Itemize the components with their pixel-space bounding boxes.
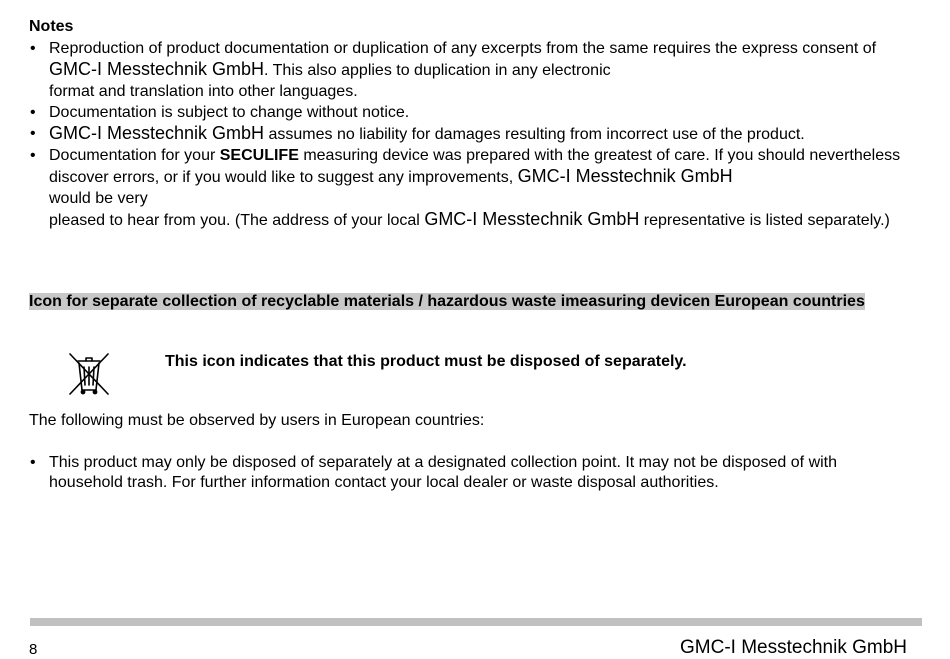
crossed-out-wheelie-bin-icon [66,350,112,398]
note-text: format and translation into other languages. [49,83,358,100]
note-text: representative is listed separately.) [639,212,890,229]
recycling-section-title [29,292,909,312]
note-text: Reproduction of product documentation or duplication of any excerpts from the same requires the express consent of [49,40,877,57]
notes-list [29,38,909,231]
note-text: would be very [49,190,148,207]
list-item [29,38,909,102]
list-item [29,123,909,145]
european-users-intro: The following must be observed by users in European countries: [29,412,485,429]
list-item: • This product may only be disposed of separately at a designated collection point. It may not be disposed of with household trash. For further information contact your local dealer or waste disposal authorities. [29,453,909,493]
company-name: GMC-I Messtechnik GmbH [49,59,265,79]
notes-heading: Notes [29,18,74,35]
note-text: assumes no liability for damages resulting from incorrect use of the product. [264,126,805,143]
page-number: 8 [29,641,38,658]
list-item [29,145,909,231]
company-name: GMC-I Messtechnik GmbH [517,166,733,186]
note-text: measuring device was prepared with the greatest of care. If you should nevertheless discover errors, or if you would like to suggest any improvements, [49,147,901,186]
recycling-title-text: Icon for separate collection of recyclable materials / hazardous waste imeasuring devicen European countries [29,293,865,310]
note-text: pleased to hear from you. (The address of your local [49,212,425,229]
icon-description: This icon indicates that this product must be disposed of separately. [165,353,687,370]
note-text: Documentation for your [49,147,220,164]
footer-company-name: GMC-I Messtechnik GmbH [680,637,907,658]
company-name: GMC-I Messtechnik GmbH [424,209,640,229]
note-text: . This also applies to duplication in any electronic [264,62,611,79]
disposal-list [29,453,909,493]
list-item [29,102,909,123]
note-text: Documentation is subject to change without notice. [49,104,410,121]
company-name: GMC-I Messtechnik GmbH [49,123,265,143]
product-name: SECULIFE [219,147,299,164]
footer-rule [30,618,922,626]
